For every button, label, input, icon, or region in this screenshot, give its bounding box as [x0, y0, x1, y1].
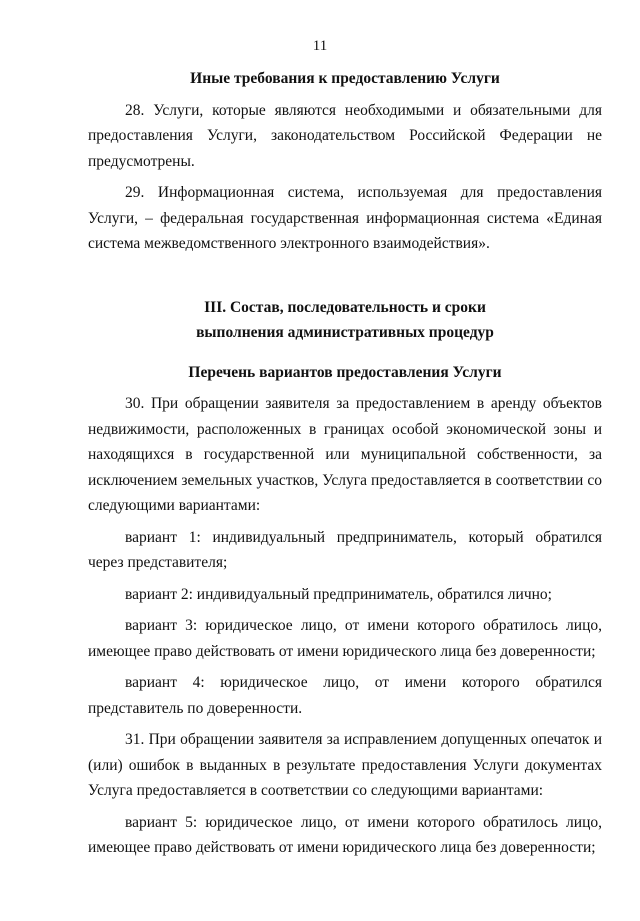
variant-4: вариант 4: юридическое лицо, от имени которого обратился представитель по доверенности. — [88, 674, 602, 717]
heading-variants-list: Перечень вариантов предоставления Услуги — [188, 363, 502, 381]
paragraph-29: 29. Информационная система, используемая для предоставления Услуги, – федеральная государственная информационная система «Единая система межведомственного электронного взаимодействия». — [88, 184, 602, 252]
paragraph-28: 28. Услуги, которые являются необходимыми и обязательными для предоставления Услуги, законодательством Российской Федерации не предусмотрены. — [88, 101, 602, 170]
variant-1: вариант 1: индивидуальный предприниматель, который обратился через представителя; — [88, 528, 602, 571]
paragraph-30: 30. При обращении заявителя за предоставлением в аренду объектов недвижимости, расположенных в границах особой экономической зоны и находящихся в государственной или муниципальной собственности, за исключением земельных участков, Услуга предоставляется в соответствии со следующими вариантами: — [88, 395, 602, 514]
heading-other-requirements: Иные требования к предоставлению Услуги — [190, 70, 500, 87]
page-content — [88, 66, 602, 861]
section-3-title-line-2: выполнения административных процедур — [196, 324, 494, 341]
paragraph-31: 31. При обращении заявителя за исправлением допущенных опечаток и (или) ошибок в выданных в результате предоставления Услуги документах Услуга предоставляется в соответствии со следующими вариантами: — [88, 731, 602, 799]
page-number: 11 — [312, 38, 328, 54]
section-3-title-line-1: III. Состав, последовательность и сроки — [204, 298, 486, 316]
variant-2: вариант 2: индивидуальный предприниматель, обратился лично; — [125, 585, 552, 603]
variant-3: вариант 3: юридическое лицо, от имени которого обратилось лицо, имеющее право действовать от имени юридического лица без доверенности; — [88, 617, 602, 660]
variant-5: вариант 5: юридическое лицо, от имени которого обратилось лицо, имеющее право действовать от имени юридического лица без доверенности; — [88, 813, 602, 856]
